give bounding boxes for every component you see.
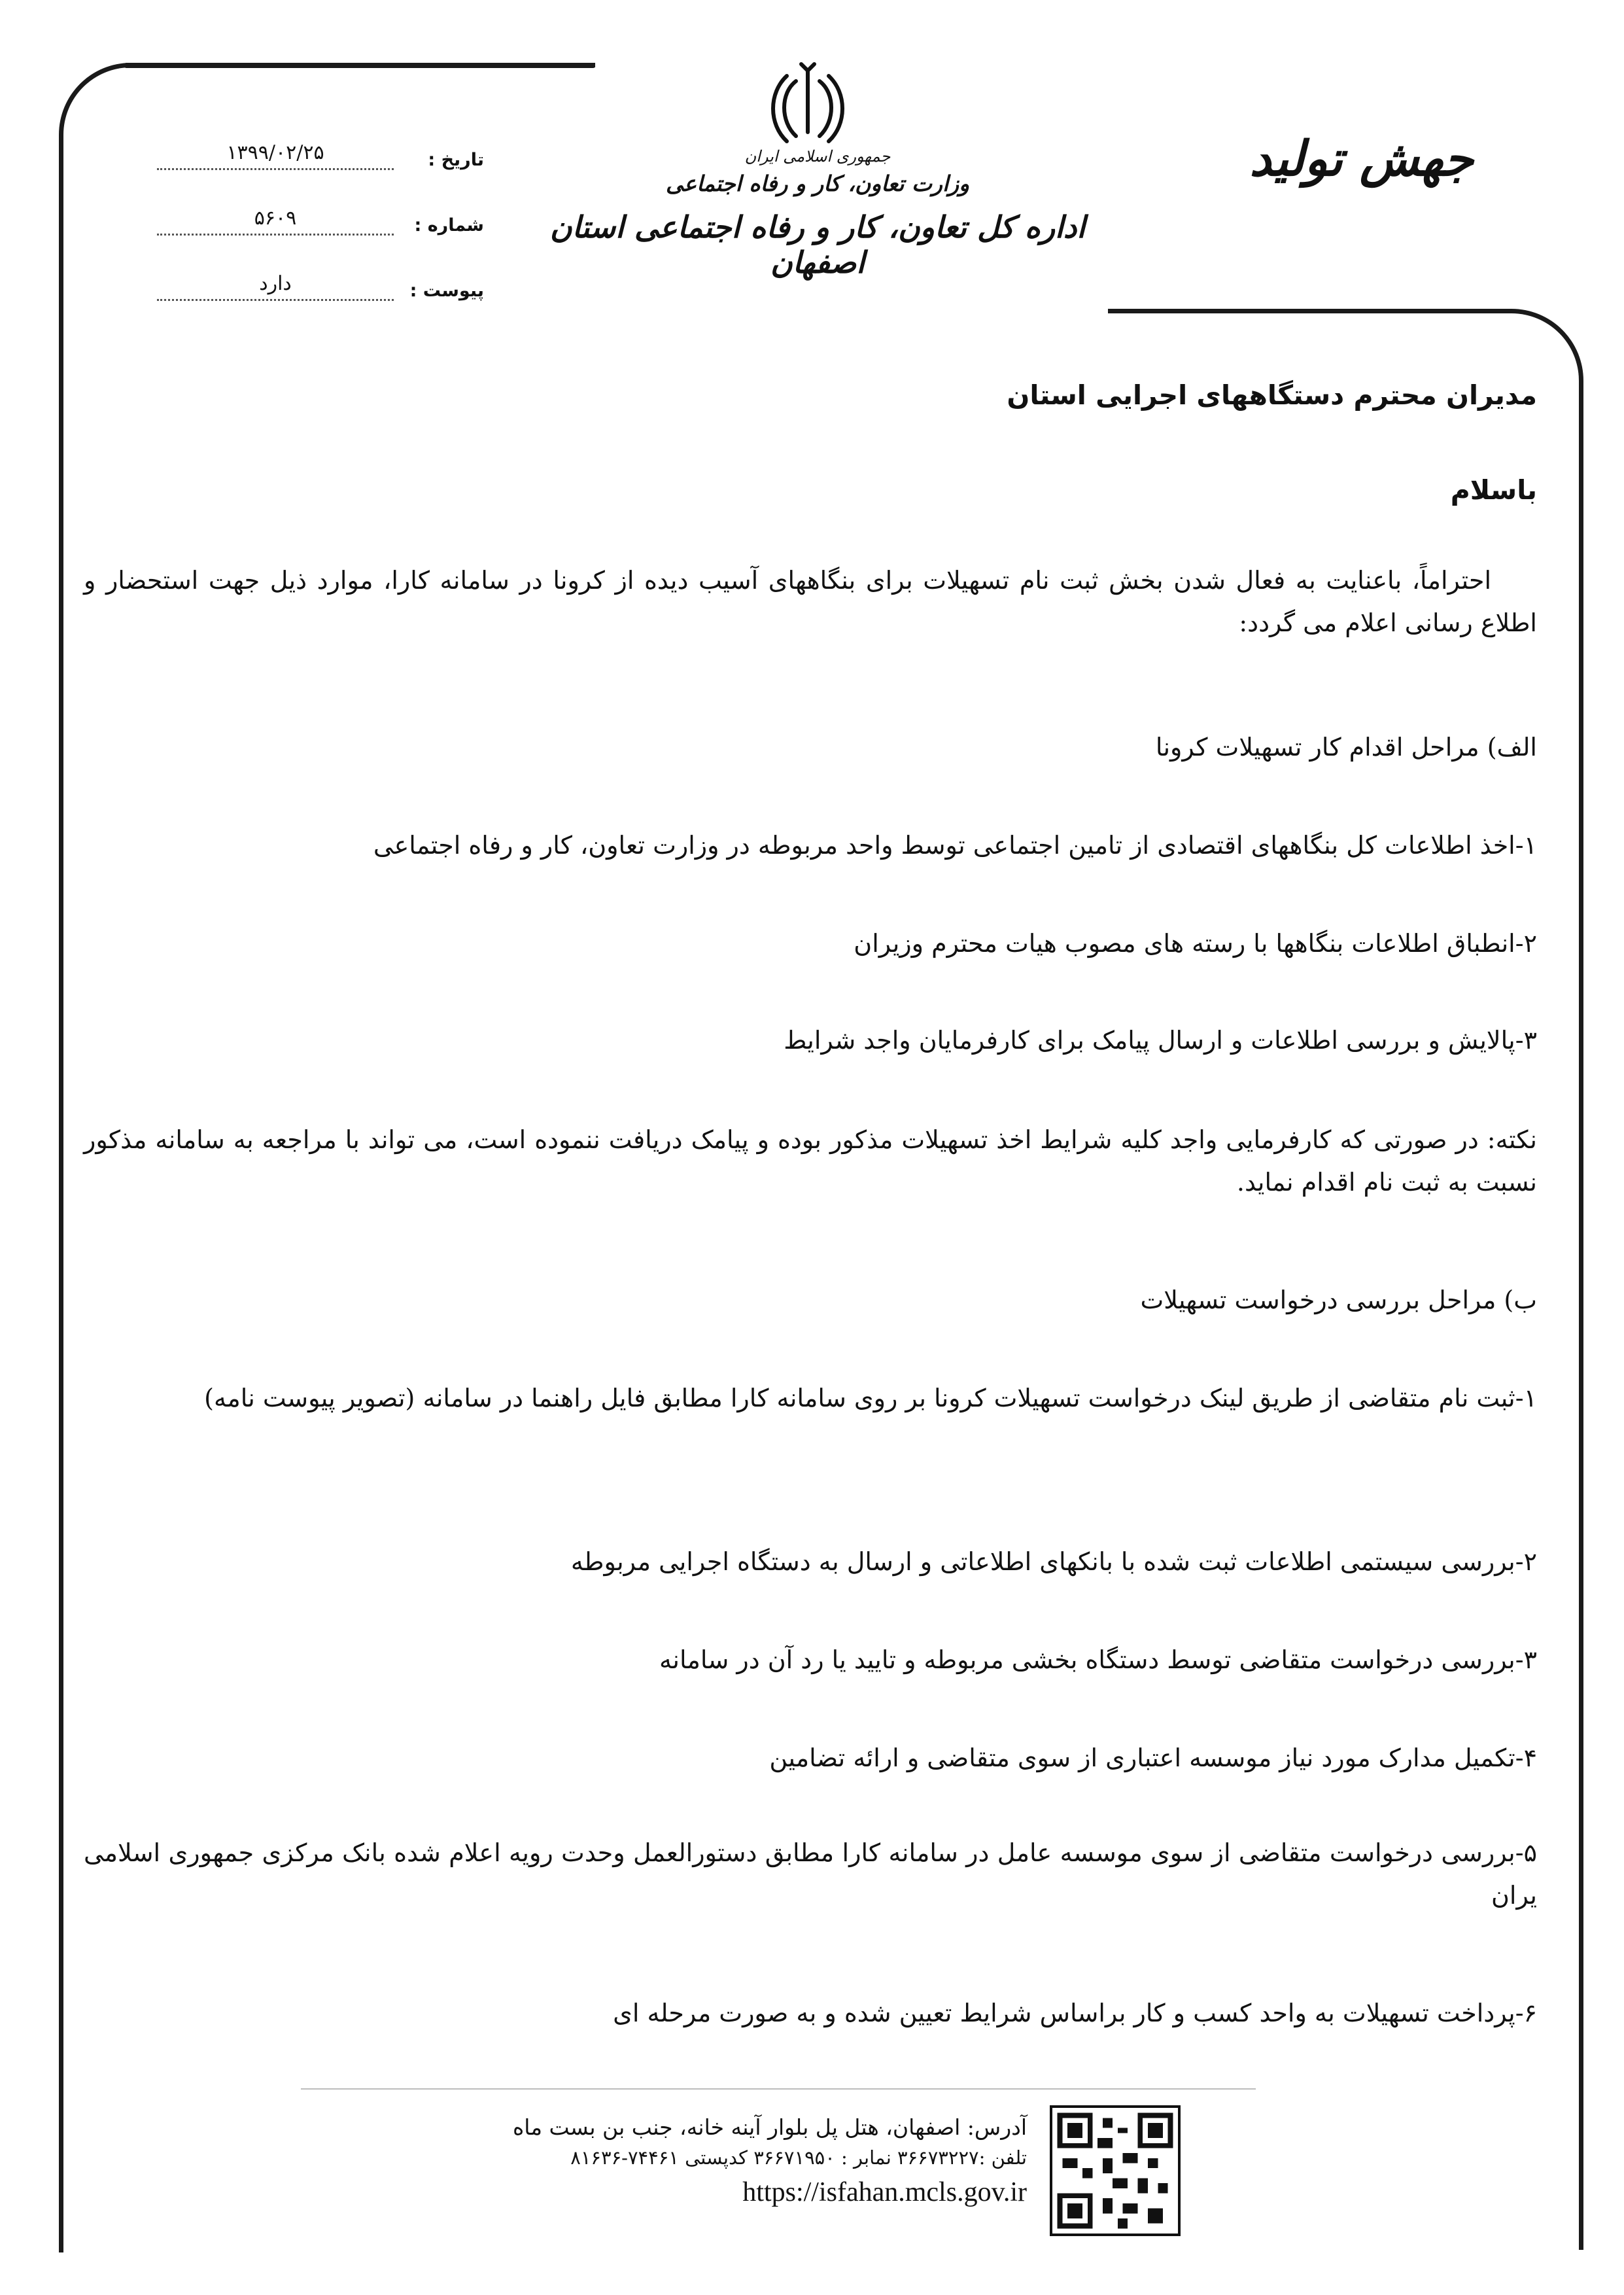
- ministry-title: وزارت تعاون، کار و رفاه اجتماعی: [665, 171, 969, 196]
- meta-attachment-label: پیوست :: [409, 281, 484, 301]
- section-a-item: ۱-اخذ اطلاعات کل بنگاههای اقتصادی از تامین اجتماعی توسط واحد مربوطه در وزارت تعاون، کار و رفاه اجتماعی: [373, 831, 1537, 860]
- note-paragraph: نکته: در صورتی که کارفرمایی واجد کلیه شرایط اخذ تسهیلات مذکور بوده و پیامک دریافت ننموده است، می تواند با مراجعه به سامانه مذکور نسبت به ثبت نام اقدام نماید.: [84, 1125, 1537, 1197]
- slogan: جهش تولید: [1249, 131, 1474, 187]
- meta-number-value: ۵۶۰۹: [157, 207, 394, 236]
- meta-number-label: شماره :: [414, 215, 484, 236]
- section-a-title: الف) مراحل اقدام کار تسهیلات کرونا: [1155, 733, 1537, 762]
- republic-title: جمهوری اسلامی ایران: [744, 147, 891, 166]
- section-b-item: ۶-پرداخت تسهیلات به واحد کسب و کار براساس شرایط تعیین شده و به صورت مرحله ای: [613, 1999, 1537, 2027]
- meta-attachment-value: دارد: [157, 272, 394, 301]
- ministry-header: [549, 147, 1086, 280]
- footer-address: آدرس: اصفهان، هتل پل بلوار آینه خانه، جنب بن بست ماه: [512, 2114, 1027, 2140]
- salutation: مدیران محترم دستگاههای اجرایی استان: [1007, 379, 1537, 411]
- meta-number: [157, 170, 484, 236]
- iran-emblem-icon: [762, 59, 854, 150]
- footer-divider: [301, 2088, 1256, 2090]
- office-title: اداره کل تعاون، کار و رفاه اجتماعی استان اصفهان: [549, 209, 1086, 280]
- section-b-title: ب) مراحل بررسی درخواست تسهیلات: [1140, 1286, 1537, 1314]
- qr-code-icon: [1050, 2105, 1181, 2236]
- section-a-item: ۳-پالایش و بررسی اطلاعات و ارسال پیامک برای کارفرمایان واجد شرایط: [784, 1026, 1537, 1055]
- meta-date: [157, 105, 484, 170]
- intro-paragraph: احتراماً، باعنایت به فعال شدن بخش ثبت نام تسهیلات برای بنگاههای آسیب دیده از کرونا در سامانه کارا، موارد ذیل جهت استحضار و اطلاع رسانی اعلام می گردد:: [84, 566, 1537, 638]
- meta-date-value: ۱۳۹۹/۰۲/۲۵: [157, 141, 394, 170]
- section-b-item: ۳-بررسی درخواست متقاضی توسط دستگاه بخشی مربوطه و تایید یا رد آن در سامانه: [659, 1645, 1537, 1674]
- letter-meta: [157, 105, 484, 301]
- section-a-item: ۲-انطباق اطلاعات بنگاهها با رسته های مصوب هیات محترم وزیران: [854, 929, 1537, 958]
- greeting: باسلام: [1450, 474, 1537, 506]
- footer-phone: تلفن :۳۶۶۷۳۲۲۷ نمابر : ۳۶۶۷۱۹۵۰ کدپستی ۷۴۴۶۱-۸۱۶۳۶: [570, 2146, 1027, 2169]
- footer-website-link[interactable]: https://isfahan.mcls.gov.ir: [742, 2177, 1027, 2207]
- footer-contact: [366, 2114, 1027, 2208]
- section-b-item: ۱-ثبت نام متقاضی از طریق لینک درخواست تسهیلات کرونا بر روی سامانه کارا مطابق فایل راهنما در سامانه (تصویر پیوست نامه): [204, 1384, 1537, 1412]
- section-b-item: ۴-تکمیل مدارک مورد نیاز موسسه اعتباری از سوی متقاضی و ارائه تضامین: [769, 1743, 1537, 1772]
- section-b-item: ۵-بررسی درخواست متقاضی از سوی موسسه عامل در سامانه کارا مطابق دستورالعمل وحدت رویه اعلام شده بانک مرکزی جمهوری اسلامی یران: [84, 1838, 1537, 1910]
- meta-date-label: تاریخ :: [428, 150, 484, 170]
- meta-attachment: [157, 236, 484, 301]
- section-b-item: ۲-بررسی سیستمی اطلاعات ثبت شده با بانکهای اطلاعاتی و ارسال به دستگاه اجرایی مربوطه: [570, 1547, 1537, 1576]
